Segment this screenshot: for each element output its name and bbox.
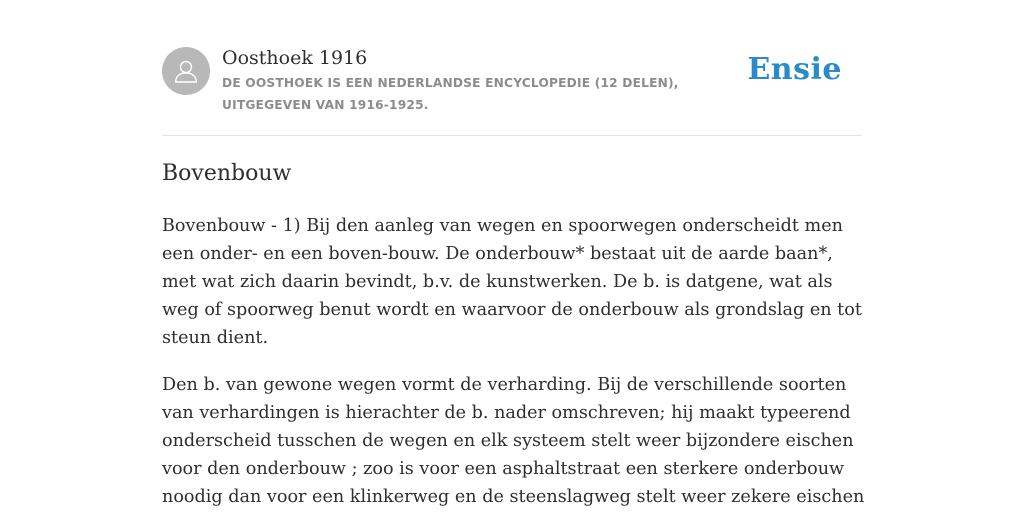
avatar[interactable] [162,47,210,95]
entry-paragraph: Den b. van gewone wegen vormt de verharding. Bij de verschillende soorten van verhardingen is hierachter de b. nader omschreven; hij maakt typeerend onderscheid tusschen de wegen en elk systeem stelt weer bijzondere eischen voor den onderbouw ; zoo is voor een asphaltstraat een sterkere onderbouw noodig dan voor een klinkerweg en de steenslagweg stelt weer zekere eischen [162,375,865,507]
source-description: DE OOSTHOEK IS EEN NEDERLANDSE ENCYCLOPEDIE (12 DELEN), UITGEGEVEN VAN 1916-1925. [222,76,679,112]
ensie-logo[interactable]: Ensie [747,52,842,87]
entry-title: Bovenbouw [162,161,292,186]
source-header [162,0,862,136]
source-title-link[interactable]: Oosthoek 1916 [222,47,368,69]
source-info [222,45,762,116]
entry-paragraph: Bovenbouw - 1) Bij den aanleg van wegen en spoorwegen onderscheidt men een onder- en een boven-bouw. De onderbouw* bestaat uit de aarde baan*, met wat zich daarin bevindt, b.v. de kunstwerken. De b. is datgene, wat als weg of spoorweg benut wordt en waarvoor de onderbouw als grondslag en tot steun dient. [162,216,862,348]
page-container [162,0,865,507]
entry-body [162,212,867,512]
user-silhouette-icon [172,57,200,85]
